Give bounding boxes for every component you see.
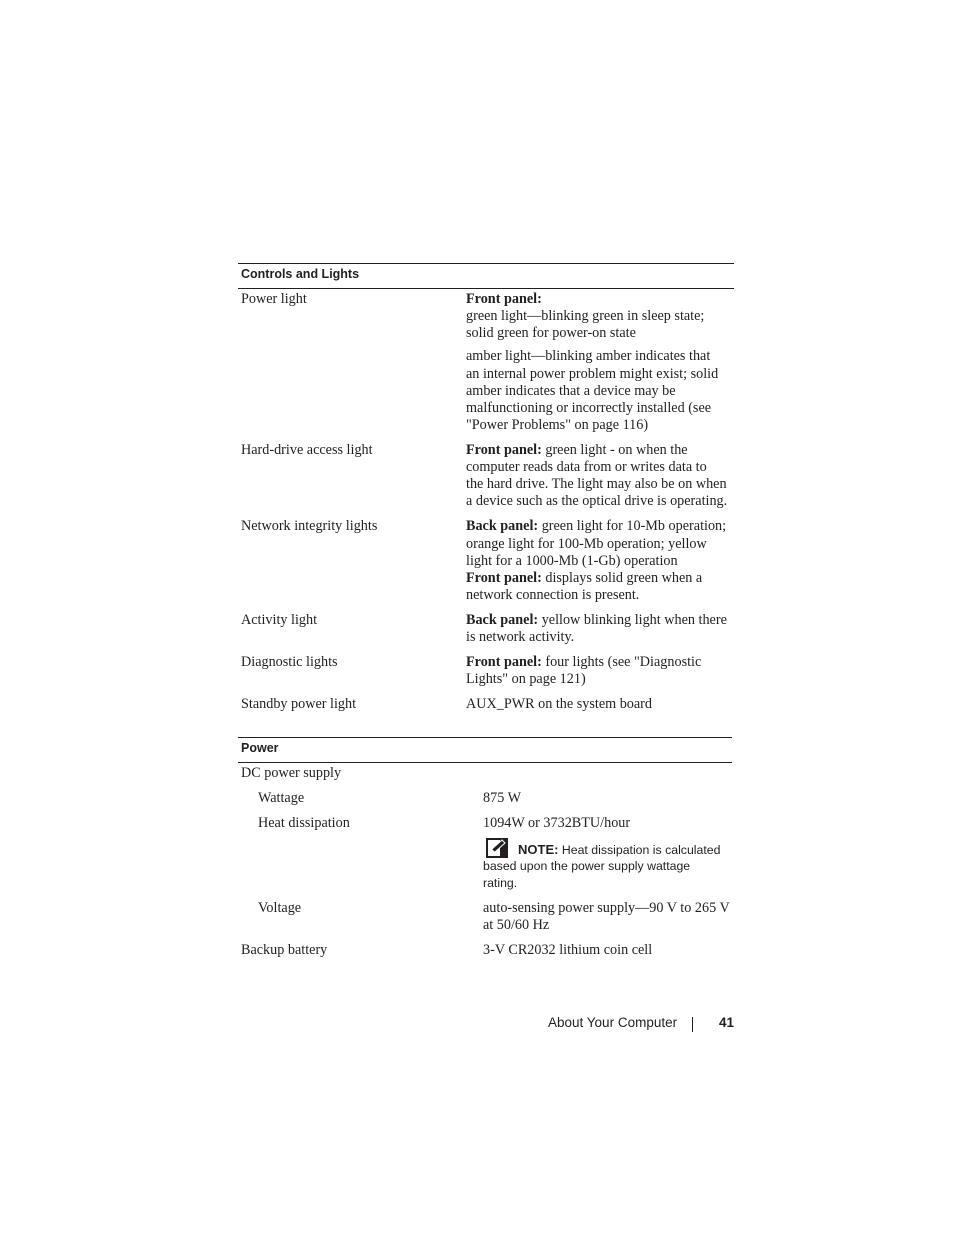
power-light-amber-line-2: an internal power problem might exist; solid (466, 366, 719, 382)
section-header-power (238, 737, 732, 763)
note-line-1 (518, 841, 720, 859)
section-header-controls-lights (238, 263, 734, 289)
network-lights-line-2: orange light for 100-Mb operation; yellow (466, 536, 707, 552)
power-light-green-line-2: solid green for power-on state (466, 325, 636, 341)
section-title: Controls and Lights (241, 267, 360, 281)
row-label-hdd-light: Hard-drive access light (241, 442, 373, 458)
activity-bold: Back panel: (466, 612, 539, 628)
diagnostic-lights-line-1 (466, 654, 701, 671)
note-pencil-icon (486, 838, 508, 858)
voltage-line-1: auto-sensing power supply—90 V to 265 V (483, 900, 730, 916)
section-title: Power (241, 741, 279, 755)
note-line-1-text: Heat dissipation is calculated (558, 843, 721, 857)
note-line-3: rating. (483, 876, 518, 890)
footer-page-number: 41 (719, 1015, 735, 1030)
row-label-voltage: Voltage (258, 900, 302, 916)
heat-dissipation-value: 1094W or 3732BTU/hour (483, 815, 631, 831)
diagnostic-lights-line-2: Lights" on page 121) (466, 671, 586, 687)
network-lights-line-3: light for a 1000-Mb (1-Gb) operation (466, 553, 678, 569)
network-lights-line-4 (466, 570, 702, 587)
power-light-amber-line-1: amber light—blinking amber indicates that (466, 348, 711, 364)
diagnostic-line-1-rest: four lights (see "Diagnostic (541, 654, 702, 670)
hdd-light-bold: Front panel: (466, 442, 542, 458)
network-lights-line-1 (466, 518, 726, 535)
network-line-4-rest: displays solid green when a (541, 570, 703, 586)
row-label-activity-light: Activity light (241, 612, 318, 628)
row-label-standby-light: Standby power light (241, 696, 357, 712)
note-label: NOTE: (518, 842, 559, 857)
note-line-2: based upon the power supply wattage (483, 859, 691, 873)
hdd-light-line-4: a device such as the optical drive is operating. (466, 493, 728, 509)
hdd-light-line-1 (466, 442, 688, 459)
backup-battery-value: 3-V CR2032 lithium coin cell (483, 942, 653, 958)
row-label-heat-dissipation: Heat dissipation (258, 815, 350, 831)
hdd-light-line-2: computer reads data from or writes data to (466, 459, 707, 475)
row-label-dc-power-supply: DC power supply (241, 765, 342, 781)
activity-light-line-2: is network activity. (466, 629, 575, 645)
activity-line-1-rest: yellow blinking light when there (538, 612, 727, 628)
power-light-amber-line-4: malfunctioning or incorrectly installed (see (466, 400, 712, 416)
power-light-green-line-1: green light—blinking green in sleep state; (466, 308, 705, 324)
row-label-power-light: Power light (241, 291, 307, 307)
hdd-light-line-3: the hard drive. The light may also be on when (466, 476, 727, 492)
standby-light-value: AUX_PWR on the system board (466, 696, 652, 712)
hdd-light-line-1-rest: green light - on when the (541, 442, 688, 458)
network-back-bold: Back panel: (466, 518, 539, 534)
network-line-1-rest: green light for 10-Mb operation; (538, 518, 727, 534)
footer-chapter-title: About Your Computer (548, 1015, 678, 1030)
network-front-bold: Front panel: (466, 570, 542, 586)
activity-light-line-1 (466, 612, 727, 629)
voltage-line-2: at 50/60 Hz (483, 917, 550, 933)
power-light-front-heading: Front panel: (466, 291, 542, 307)
wattage-value: 875 W (483, 790, 521, 806)
row-label-wattage: Wattage (258, 790, 305, 806)
network-lights-line-5: network connection is present. (466, 587, 640, 603)
row-label-backup-battery: Backup battery (241, 942, 328, 958)
power-light-amber-line-3: amber indicates that a device may be (466, 383, 676, 399)
row-label-diagnostic-lights: Diagnostic lights (241, 654, 338, 670)
row-label-network-lights: Network integrity lights (241, 518, 378, 534)
diagnostic-bold: Front panel: (466, 654, 542, 670)
power-light-amber-line-5: "Power Problems" on page 116) (466, 417, 649, 433)
footer-separator (692, 1017, 693, 1032)
